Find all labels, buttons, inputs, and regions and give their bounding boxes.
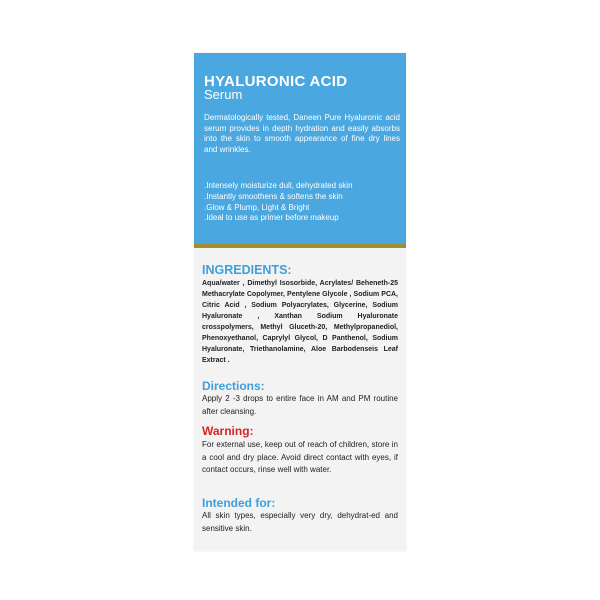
benefit-item: .Ideal to use as primer before makeup — [204, 213, 339, 223]
product-subtitle: Serum — [204, 87, 243, 102]
benefit-item: .Glow & Plump, Light & Bright — [204, 202, 310, 212]
label-details — [194, 248, 406, 551]
serum-box — [194, 53, 406, 551]
warning-text: For external use, keep out of reach of children, store in a cool and dry place. Avoid direct contact with eyes, if contact occurs, rinse well with water. — [202, 440, 398, 474]
benefit-item: .Intensely moisturize dull, dehydrated skin — [204, 181, 353, 190]
ingredients-heading: INGREDIENTS: — [202, 263, 292, 277]
directions-text: Apply 2 -3 drops to entire face in AM and PM routine after cleansing. — [202, 394, 398, 416]
benefits-list — [204, 181, 402, 224]
intended-for-heading: Intended for: — [202, 496, 276, 510]
ingredients-text: Aqua/water , Dimethyl Isosorbide, Acrylates/ Beheneth-25 Methacrylate Copolymer, Pentylene Glycole , Sodium PCA, Citric Acid , Sodium Polyacrylates, Glycerine, Sodium Hyaluronate , Xanthan Sodium Hyaluronate crosspolymers, Methyl Gluceth-20, Methylpropanediol, Phenoxyethanol, Caprylyl Glycol, D Panthenol, Sodium Hyaluronate, Triethanolamine, Aloe Barbodenseis Leaf Extract . — [202, 280, 398, 364]
benefit-item: .Instantly smoothens & softens the skin — [204, 191, 343, 201]
directions-heading: Directions: — [202, 379, 265, 393]
intended-for-text: All skin types, especially very dry, dehydrat-ed and sensitive skin. — [202, 511, 398, 533]
product-description: Dermatologically tested, Daneen Pure Hyaluronic acid serum provides in depth hydration and easily absorbs into the skin to smooth appearance of fine dry lines and wrinkles. — [204, 113, 400, 154]
product-info-panel — [194, 53, 406, 244]
product-title: HYALURONIC ACID — [204, 73, 348, 90]
warning-heading: Warning: — [202, 424, 254, 438]
